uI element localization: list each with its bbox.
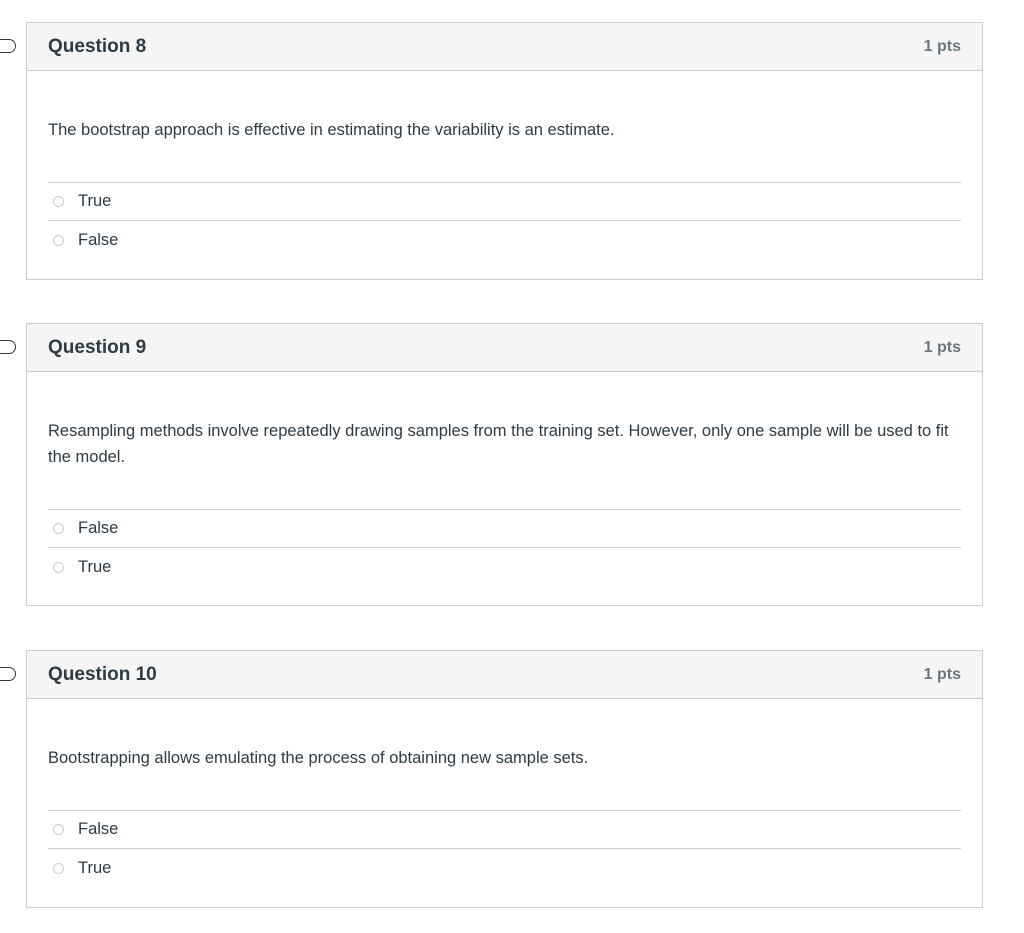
question-body (27, 372, 982, 586)
answer-list (48, 182, 961, 259)
answer-label: False (78, 519, 119, 537)
radio-button[interactable] (53, 562, 64, 573)
radio-button[interactable] (53, 824, 64, 835)
question-header (27, 324, 982, 372)
answer-label: False (78, 230, 119, 249)
question-card (26, 22, 983, 280)
question-title: Question 9 (48, 336, 147, 358)
answer-option[interactable] (48, 849, 961, 887)
question-text: The bootstrap approach is effective in estimating the variability is an estimate. (48, 121, 615, 139)
question-header (27, 23, 982, 71)
answer-option[interactable] (48, 221, 961, 259)
question-body (27, 71, 982, 259)
answer-label: True (78, 192, 112, 210)
question-card (26, 650, 983, 908)
question-text: Bootstrapping allows emulating the process of obtaining new sample sets. (48, 749, 589, 767)
question-title: Question 10 (48, 663, 157, 685)
flag-question-icon[interactable] (0, 39, 16, 53)
flag-question-icon[interactable] (0, 340, 16, 354)
answer-option[interactable] (48, 811, 961, 849)
answer-list (48, 509, 961, 586)
question-points: 1 pts (923, 37, 961, 55)
question-header (27, 651, 982, 699)
flag-question-icon[interactable] (0, 667, 16, 681)
radio-button[interactable] (53, 863, 64, 874)
question-points: 1 pts (923, 665, 961, 683)
answer-label: True (78, 557, 112, 576)
answer-list (48, 810, 961, 887)
question-title: Question 8 (48, 35, 147, 57)
radio-button[interactable] (53, 196, 64, 207)
answer-option[interactable] (48, 548, 961, 586)
question-points: 1 pts (923, 338, 961, 356)
radio-button[interactable] (53, 523, 64, 534)
answer-option[interactable] (48, 183, 961, 221)
question-text: Resampling methods involve repeatedly drawing samples from the training set. However, only one sample will be used to fit the model. (48, 422, 949, 466)
answer-label: True (78, 858, 112, 877)
question-card (26, 323, 983, 606)
question-body (27, 699, 982, 887)
radio-button[interactable] (53, 235, 64, 246)
answer-label: False (78, 820, 119, 838)
answer-option[interactable] (48, 510, 961, 548)
